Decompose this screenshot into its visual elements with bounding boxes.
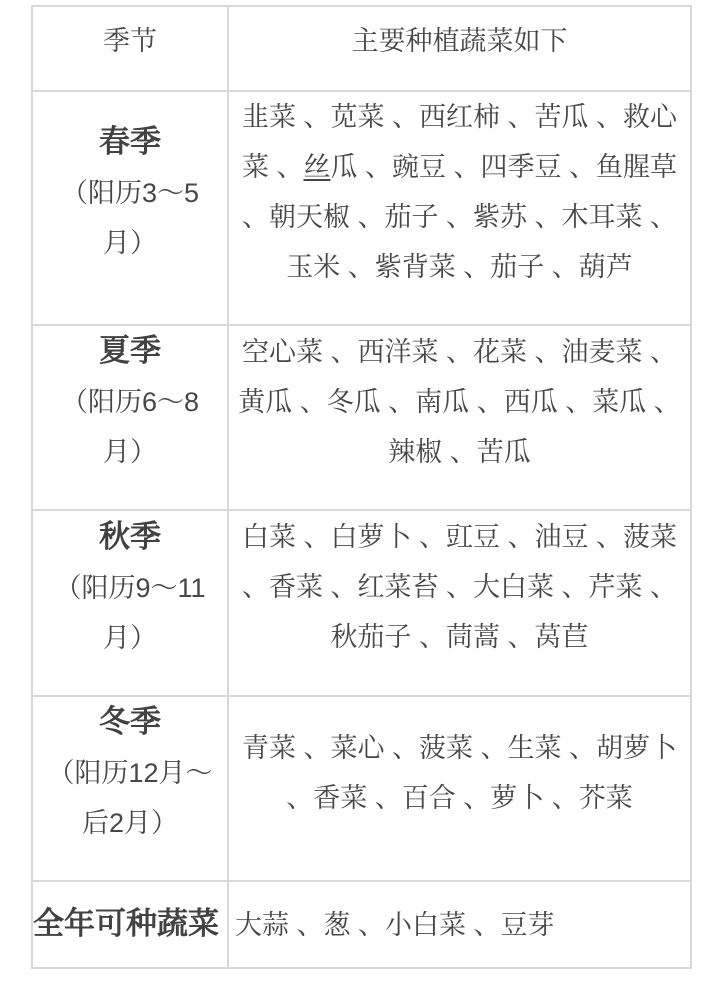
- winter-vegetables-cell: 青菜 、菜心 、菠菜 、生菜 、胡萝卜 、香菜 、百合 、萝卜 、芥菜: [228, 696, 691, 881]
- summer-season-period: （阳历6～8月）: [60, 387, 200, 467]
- table-row-all-year: [32, 881, 691, 968]
- spring-vegetables-text: 韭菜 、苋菜 、西红柿 、苦瓜 、救心菜 、: [241, 102, 677, 182]
- table-header-row: [32, 6, 691, 91]
- autumn-season-period: （阳历9～11月）: [54, 572, 206, 653]
- season-column-header: 季节: [32, 6, 228, 91]
- spring-vegetables-text-cont: 瓜 、豌豆 、四季豆 、鱼腥草 、朝天椒 、茄子 、紫苏 、木耳菜 、玉米 、紫背菜 、茄子 、葫芦: [241, 152, 678, 282]
- silk-gourd-link[interactable]: 丝: [303, 152, 331, 182]
- vegetables-column-header: 主要种植蔬菜如下: [228, 6, 691, 91]
- winter-season-name: 冬季: [99, 704, 161, 739]
- spring-season-cell: [32, 91, 228, 325]
- winter-season-cell: [32, 696, 228, 881]
- summer-season-name: 夏季: [99, 333, 161, 368]
- spring-season-period: （阳历3～5月）: [60, 177, 200, 258]
- table-row-summer: [32, 325, 691, 510]
- summer-season-cell: [32, 325, 228, 510]
- summer-vegetables-cell: 空心菜 、西洋菜 、花菜 、油麦菜 、黄瓜 、冬瓜 、南瓜 、西瓜 、菜瓜 、辣椒 、苦瓜: [228, 325, 691, 510]
- all-year-vegetables-cell: 大蒜 、葱 、小白菜 、豆芽: [228, 881, 691, 968]
- autumn-vegetables-cell: 白菜 、白萝卜 、豇豆 、油豆 、菠菜 、香菜 、红菜苔 、大白菜 、芹菜 、秋茄子 、茼蒿 、莴苣: [228, 510, 691, 696]
- all-year-season-name: 全年可种蔬菜: [33, 906, 219, 941]
- autumn-season-name: 秋季: [99, 518, 161, 554]
- seasonal-vegetable-table: [31, 5, 692, 969]
- spring-vegetables-cell: [228, 91, 691, 325]
- table-row-autumn: [32, 510, 691, 696]
- spring-season-name: 春季: [99, 123, 161, 159]
- table-row-winter: [32, 696, 691, 881]
- autumn-season-cell: [32, 510, 228, 696]
- table-row-spring: [32, 91, 691, 325]
- winter-season-period: （阳历12月～后2月）: [47, 758, 213, 838]
- all-year-season-cell: [32, 881, 228, 968]
